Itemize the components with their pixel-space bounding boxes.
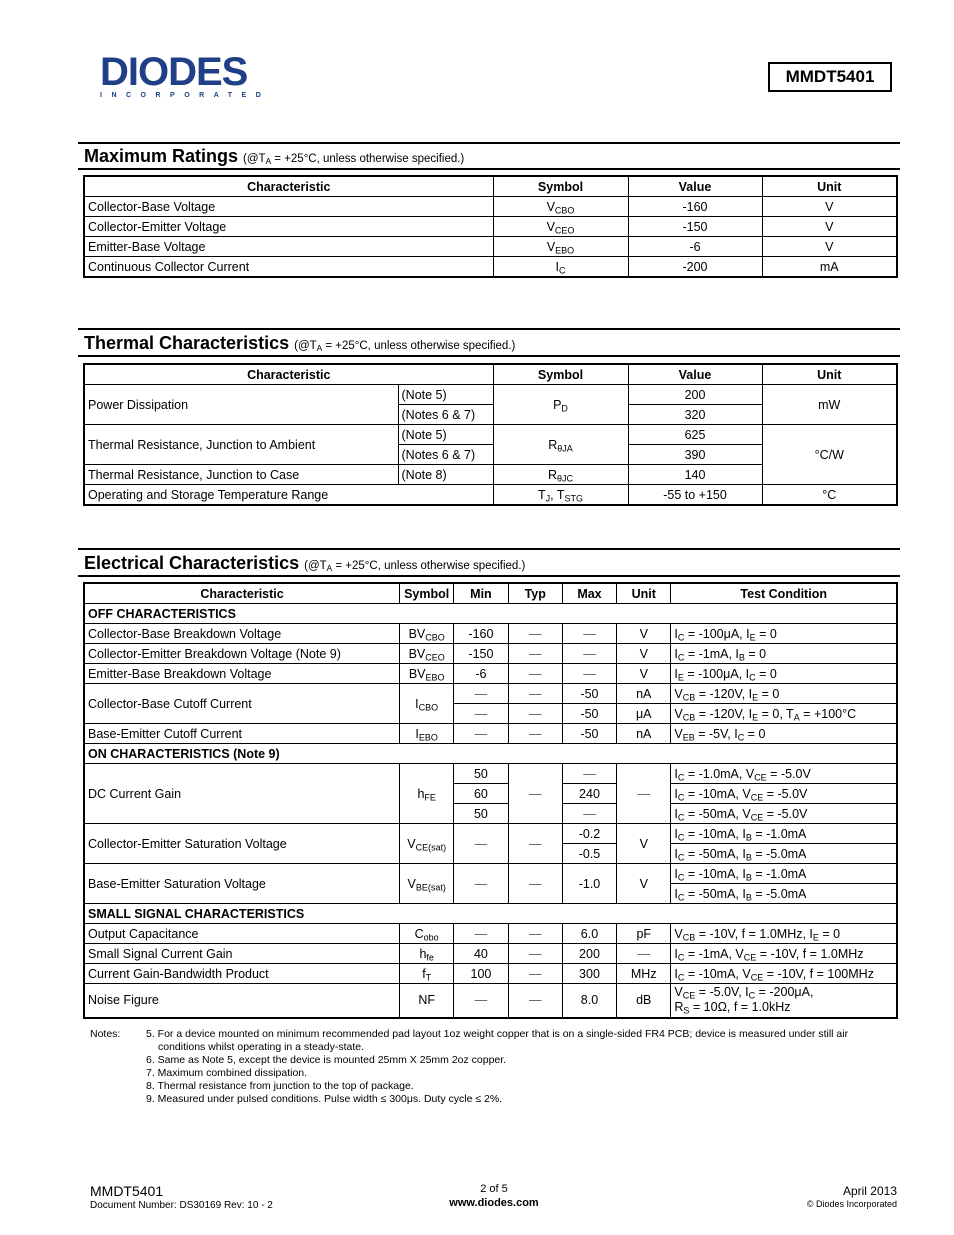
table-cell: NF <box>400 984 454 1018</box>
table-cell: 40 <box>454 944 508 964</box>
table-cell: -6 <box>454 664 508 684</box>
table-cell: — <box>562 664 616 684</box>
thermal-title: Thermal Characteristics ($@T_A = +25^\circ C$, unless otherwise specified.) <box>84 333 516 354</box>
table-cell: °C/W <box>762 425 897 485</box>
electrical-table <box>83 582 898 1019</box>
notes-list <box>146 1028 886 1106</box>
table-cell: $V_{CB} = -120V$, $I_E = 0$, $T_A = +100^\circ C$ <box>671 704 897 724</box>
table-cell: — <box>454 684 508 704</box>
table-cell: (Note 5) <box>398 425 493 445</box>
table-cell: 300 <box>562 964 616 984</box>
table-cell: Base-Emitter Cutoff Current <box>84 724 400 744</box>
table-cell: — <box>508 984 562 1018</box>
logo-wordmark: DIODES <box>100 50 248 94</box>
table-cell: -50 <box>562 724 616 744</box>
table-row <box>84 724 897 744</box>
table-cell: — <box>562 624 616 644</box>
note-item: 8. Thermal resistance from junction to the top of package. <box>146 1080 414 1092</box>
table-cell: — <box>617 764 671 824</box>
table-cell: V <box>762 197 897 217</box>
table-cell: Continuous Collector Current <box>84 257 493 278</box>
table-cell: -6 <box>628 237 762 257</box>
table-cell: $h_{fe}$ <box>400 944 454 964</box>
section-rule <box>78 142 900 144</box>
table-cell: nA <box>617 684 671 704</box>
table-cell: $V_{CBO}$ <box>493 197 628 217</box>
footer-page: 2 of 5 <box>480 1183 508 1195</box>
table-cell: $I_E = -100\mu A$, $I_C = 0$ <box>671 664 897 684</box>
table-cell: — <box>508 764 562 824</box>
table-cell: DC Current Gain <box>84 764 400 824</box>
table-row <box>84 764 897 784</box>
table-cell: $BV_{CBO}$ <box>400 624 454 644</box>
footer-website-link[interactable]: www.diodes.com <box>449 1197 539 1209</box>
table-cell: $R_{\theta JC}$ <box>493 465 628 485</box>
table-cell: μA <box>617 704 671 724</box>
table-cell: $I_C = -1mA$, $V_{CE} = -10V$, f = 1.0MHz <box>671 944 897 964</box>
table-cell: $I_C = -10mA$, $V_{CE} = -5.0V$ <box>671 784 897 804</box>
table-cell: 140 <box>628 465 762 485</box>
table-cell: -0.2 <box>562 824 616 844</box>
notes-label: Notes: <box>90 1028 121 1040</box>
table-cell: $T_J$, $T_{STG}$ <box>493 485 628 506</box>
table-cell: $P_D$ <box>493 385 628 425</box>
table-row <box>84 964 897 984</box>
column-header: Value <box>628 364 762 385</box>
table-cell: (Note 5) <box>398 385 493 405</box>
table-cell: — <box>617 944 671 964</box>
table-cell: — <box>508 724 562 744</box>
footer-doc-number: Document Number: DS30169 Rev: 10 - 2 <box>90 1200 273 1211</box>
table-row <box>84 644 897 664</box>
table-cell: -150 <box>628 217 762 237</box>
table-cell: $V_{CB} = -10V$, f = 1.0MHz, $I_E = 0$ <box>671 924 897 944</box>
table-cell: $V_{CE} = -5.0V$, $I_C = -200\mu A$, $R_S = 10\Omega$, f = 1.0kHz <box>671 984 897 1018</box>
table-cell: — <box>562 764 616 784</box>
table-row <box>84 237 897 257</box>
table-cell: Collector-Emitter Voltage <box>84 217 493 237</box>
column-header: Symbol <box>400 583 454 604</box>
column-header: Test Condition <box>671 583 897 604</box>
table-cell: $BV_{EBO}$ <box>400 664 454 684</box>
table-cell: V <box>762 237 897 257</box>
section-header-row <box>84 904 897 924</box>
table-cell: — <box>454 824 508 864</box>
table-cell: Noise Figure <box>84 984 400 1018</box>
table-cell: — <box>454 924 508 944</box>
table-row <box>84 485 897 506</box>
table-row <box>84 197 897 217</box>
part-number-box: MMDT5401 <box>768 62 892 92</box>
section-rule <box>78 548 900 550</box>
table-row <box>84 664 897 684</box>
table-cell: $I_C = -1mA$, $I_B = 0$ <box>671 644 897 664</box>
table-cell: V <box>617 864 671 904</box>
table-cell: Small Signal Current Gain <box>84 944 400 964</box>
table-cell: $I_{EBO}$ <box>400 724 454 744</box>
table-cell: $BV_{CEO}$ <box>400 644 454 664</box>
table-cell: — <box>454 724 508 744</box>
table-cell: Collector-Base Breakdown Voltage <box>84 624 400 644</box>
table-cell: -1.0 <box>562 864 616 904</box>
table-cell: — <box>508 964 562 984</box>
column-header: Symbol <box>493 176 628 197</box>
note-item: 9. Measured under pulsed conditions. Pulse width ≤ 300μs. Duty cycle ≤ 2%. <box>146 1093 503 1105</box>
table-cell: 100 <box>454 964 508 984</box>
table-cell: Thermal Resistance, Junction to Ambient <box>84 425 398 465</box>
table-cell: Thermal Resistance, Junction to Case <box>84 465 398 485</box>
table-row <box>84 984 897 1018</box>
table-cell: Current Gain-Bandwidth Product <box>84 964 400 984</box>
table-cell: Operating and Storage Temperature Range <box>84 485 493 506</box>
table-cell: (Notes 6 & 7) <box>398 445 493 465</box>
table-row <box>84 385 897 405</box>
max-ratings-title: Maximum Ratings ($@T_A = +25^\circ C$, unless otherwise specified.) <box>84 146 465 167</box>
table-cell: — <box>454 984 508 1018</box>
table-row <box>84 257 897 278</box>
table-cell: 625 <box>628 425 762 445</box>
table-cell: °C <box>762 485 897 506</box>
table-cell: Output Capacitance <box>84 924 400 944</box>
table-cell: V <box>617 624 671 644</box>
table-row <box>84 824 897 844</box>
table-cell: V <box>617 664 671 684</box>
section-rule <box>78 575 900 577</box>
table-cell: $f_T$ <box>400 964 454 984</box>
table-cell: — <box>508 684 562 704</box>
table-cell: nA <box>617 724 671 744</box>
table-cell: $V_{EBO}$ <box>493 237 628 257</box>
table-row <box>84 684 897 704</box>
table-cell: Power Dissipation <box>84 385 398 425</box>
table-cell: Collector-Emitter Breakdown Voltage (Note 9) <box>84 644 400 664</box>
table-cell: $I_C = -10mA$, $V_{CE} = -10V$, f = 100MHz <box>671 964 897 984</box>
section-rule <box>78 355 900 357</box>
table-cell: $R_{\theta JA}$ <box>493 425 628 465</box>
table-cell: — <box>508 944 562 964</box>
table-cell: 8.0 <box>562 984 616 1018</box>
section-header-row <box>84 604 897 624</box>
note-item: 6. Same as Note 5, except the device is mounted 25mm X 25mm 2oz copper. <box>146 1054 507 1066</box>
column-header: Value <box>628 176 762 197</box>
table-cell: $V_{CE(sat)}$ <box>400 824 454 864</box>
table-cell: $I_C = -50mA$, $V_{CE} = -5.0V$ <box>671 804 897 824</box>
footer-date: April 2013 <box>842 1184 897 1198</box>
table-row <box>84 624 897 644</box>
table-cell: — <box>508 924 562 944</box>
section-header-row <box>84 744 897 764</box>
max-ratings-table <box>83 175 898 278</box>
footer-copyright: © Diodes Incorporated <box>806 1199 897 1209</box>
table-cell: $I_C = -1.0mA$, $V_{CE} = -5.0V$ <box>671 764 897 784</box>
table-cell: 390 <box>628 445 762 465</box>
table-cell: $I_C$ <box>493 257 628 278</box>
table-cell: OFF CHARACTERISTICS <box>84 604 897 624</box>
table-cell: Collector-Emitter Saturation Voltage <box>84 824 400 864</box>
table-cell: -55 to +150 <box>628 485 762 506</box>
section-rule <box>78 328 900 330</box>
column-header: Unit <box>762 364 897 385</box>
column-header: Characteristic <box>84 176 493 197</box>
table-cell: (Notes 6 & 7) <box>398 405 493 425</box>
table-row <box>84 944 897 964</box>
table-cell: — <box>508 624 562 644</box>
table-cell: Emitter-Base Voltage <box>84 237 493 257</box>
table-cell: Collector-Base Cutoff Current <box>84 684 400 724</box>
table-cell: — <box>454 864 508 904</box>
table-cell: Collector-Base Voltage <box>84 197 493 217</box>
table-cell: 50 <box>454 804 508 824</box>
table-cell: $I_{CBO}$ <box>400 684 454 724</box>
table-cell: $I_C = -10mA$, $I_B = -1.0mA$ <box>671 864 897 884</box>
table-cell: — <box>562 804 616 824</box>
column-header: Characteristic <box>84 583 400 604</box>
column-header: Unit <box>762 176 897 197</box>
table-cell: 200 <box>562 944 616 964</box>
note-item: 7. Maximum combined dissipation. <box>146 1067 308 1079</box>
table-cell: — <box>508 704 562 724</box>
table-cell: $V_{CEO}$ <box>493 217 628 237</box>
footer-part-number: MMDT5401 <box>90 1183 164 1199</box>
table-cell: 240 <box>562 784 616 804</box>
table-cell: SMALL SIGNAL CHARACTERISTICS <box>84 904 897 924</box>
table-cell: — <box>508 864 562 904</box>
diodes-logo <box>100 52 272 98</box>
table-cell: (Note 8) <box>398 465 493 485</box>
table-cell: V <box>762 217 897 237</box>
table-cell: ON CHARACTERISTICS (Note 9) <box>84 744 897 764</box>
table-cell: -150 <box>454 644 508 664</box>
column-header: Max <box>562 583 616 604</box>
table-row <box>84 924 897 944</box>
column-header: Unit <box>617 583 671 604</box>
table-cell: $h_{FE}$ <box>400 764 454 824</box>
table-cell: -0.5 <box>562 844 616 864</box>
table-cell: $I_C = -10mA$, $I_B = -1.0mA$ <box>671 824 897 844</box>
table-cell: 60 <box>454 784 508 804</box>
table-cell: pF <box>617 924 671 944</box>
table-cell: — <box>562 644 616 664</box>
table-cell: — <box>508 824 562 864</box>
table-header-row <box>84 176 897 197</box>
table-row <box>84 425 897 445</box>
table-cell: mA <box>762 257 897 278</box>
table-cell: $V_{BE(sat)}$ <box>400 864 454 904</box>
table-cell: $I_C = -50mA$, $I_B = -5.0mA$ <box>671 884 897 904</box>
table-cell: mW <box>762 385 897 425</box>
table-cell: V <box>617 644 671 664</box>
column-header: Typ <box>508 583 562 604</box>
table-row <box>84 864 897 884</box>
column-header: Min <box>454 583 508 604</box>
table-cell: -200 <box>628 257 762 278</box>
table-cell: MHz <box>617 964 671 984</box>
table-cell: Base-Emitter Saturation Voltage <box>84 864 400 904</box>
table-cell: — <box>454 704 508 724</box>
table-cell: -160 <box>454 624 508 644</box>
table-header-row <box>84 364 897 385</box>
table-cell: Emitter-Base Breakdown Voltage <box>84 664 400 684</box>
table-row <box>84 217 897 237</box>
table-cell: -160 <box>628 197 762 217</box>
table-cell: 320 <box>628 405 762 425</box>
table-cell: 6.0 <box>562 924 616 944</box>
table-cell: $V_{EB} = -5V$, $I_C = 0$ <box>671 724 897 744</box>
column-header: Symbol <box>493 364 628 385</box>
table-cell: 200 <box>628 385 762 405</box>
table-cell: $V_{CB} = -120V$, $I_E = 0$ <box>671 684 897 704</box>
table-cell: $C_{obo}$ <box>400 924 454 944</box>
table-cell: — <box>508 644 562 664</box>
note-item: 5. For a device mounted on minimum recommended pad layout 1oz weight copper that is on a single-sided FR4 PCB; device is measured under still air conditions whilst operating in a steady-state. <box>146 1028 849 1053</box>
table-cell: -50 <box>562 704 616 724</box>
table-header-row <box>84 583 897 604</box>
table-cell: — <box>508 664 562 684</box>
logo-subtitle: INCORPORATED <box>100 92 271 99</box>
table-cell: 50 <box>454 764 508 784</box>
table-cell: $I_C = -100\mu A$, $I_E = 0$ <box>671 624 897 644</box>
table-cell: $I_C = -50mA$, $I_B = -5.0mA$ <box>671 844 897 864</box>
electrical-title: Electrical Characteristics ($@T_A = +25^\circ C$, unless otherwise specified.) <box>84 553 526 574</box>
column-header: Characteristic <box>84 364 493 385</box>
thermal-table <box>83 363 898 506</box>
section-rule <box>78 168 900 170</box>
table-cell: dB <box>617 984 671 1018</box>
table-cell: V <box>617 824 671 864</box>
table-cell: -50 <box>562 684 616 704</box>
